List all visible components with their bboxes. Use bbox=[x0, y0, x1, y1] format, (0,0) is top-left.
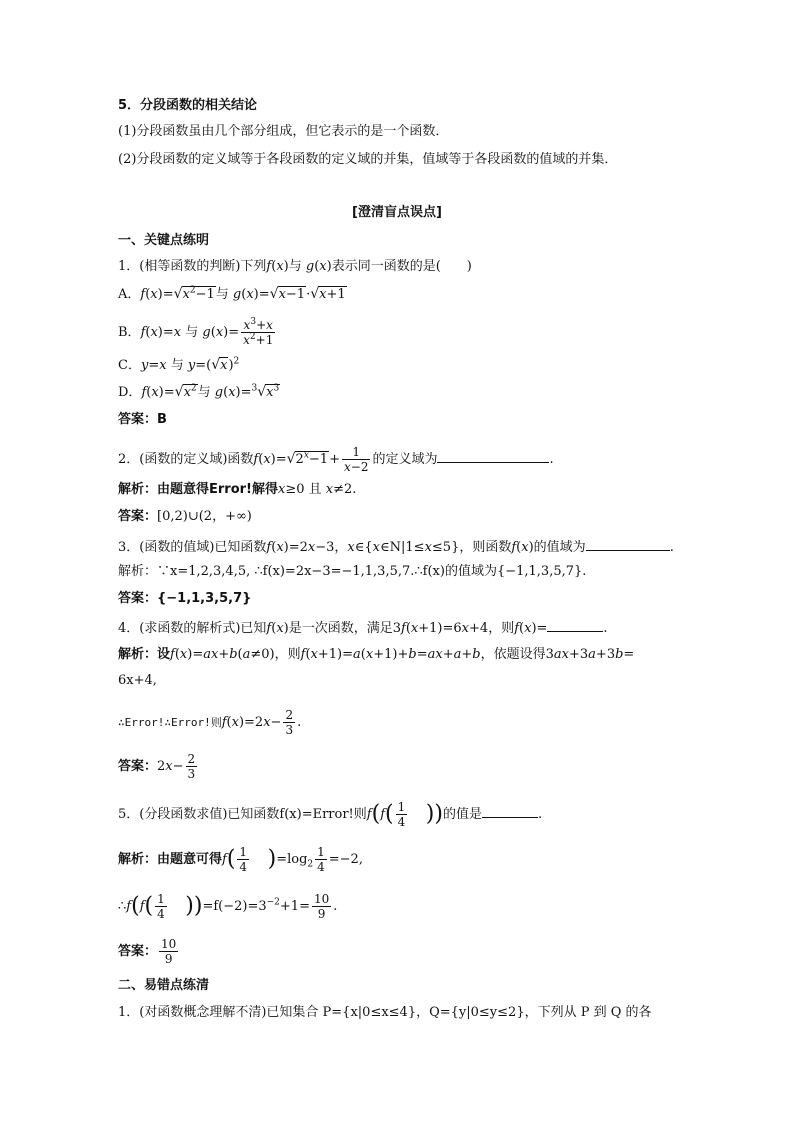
question-stem: 1．(相等函数的判断)下列f(x)与 g(x)表示同一函数的是( ) bbox=[118, 259, 472, 274]
analysis: 解析：由题意可得f( $\frac{1}{4}$ )$=\log_2$ $\frac{1}{4}$ =−2, bbox=[118, 845, 363, 874]
analysis-continued: ∴f(f( $\frac{1}{4}$ ))$=f(-2)=3^{-2}+1=$ $\frac{10}{9}$ . bbox=[118, 892, 338, 921]
analysis-result: ∴Error!∴Error!则f(x)=2x− $\frac{2}{3}$ . bbox=[118, 708, 302, 737]
option-b: B．f(x)=x 与 g(x)= $\frac{x^3+x}{x^2+1}$ bbox=[118, 317, 274, 347]
section-heading: 5．分段函数的相关结论 bbox=[118, 98, 258, 113]
answer: 答案：2x− $\frac{2}{3}$ bbox=[118, 752, 196, 781]
answer: 答案：[0,2)∪(2，+∞) bbox=[118, 509, 252, 524]
answer: 答案：{−1,1,3,5,7} bbox=[118, 591, 252, 606]
analysis: 解析：∵x=1,2,3,4,5, ∴f(x)=2x−3=−1,1,3,5,7.∴f(x)的值域为{−1,1,3,5,7}. bbox=[118, 564, 587, 579]
part-heading: 一、关键点练明 bbox=[118, 233, 210, 248]
option-d: D．$f(x)=√x^2$与 $g(x)=^3√x^3$ bbox=[118, 383, 280, 400]
question-stem: 1．(对函数概念理解不清)已知集合 P={x|0≤x≤4}，Q={y|0≤y≤2}，下列从 P 到 Q 的各 bbox=[118, 1005, 652, 1020]
analysis-continued: 6x+4, bbox=[118, 673, 157, 688]
answer: 答案：B bbox=[118, 412, 167, 427]
part-heading: 二、易错点练清 bbox=[118, 978, 210, 993]
option-a: A．$f(x)=√x^2-1$与 g(x)=√x−1·√x+1 bbox=[118, 285, 346, 302]
analysis: 解析：由题意得Error!解得x≥0 且 x≠2. bbox=[118, 482, 357, 497]
paragraph: (2)分段函数的定义域等于各段函数的定义域的并集，值域等于各段函数的值域的并集． bbox=[118, 152, 618, 167]
analysis: 解析：设f(x)=ax+b(a≠0)，则f(x+1)=a(x+1)+b=ax+a+b，依题设得3ax+3a+3b= bbox=[118, 647, 635, 662]
answer: 答案： $\frac{10}{9}$ bbox=[118, 937, 177, 966]
question-stem: 4．(求函数的解析式)已知f(x)是一次函数，满足3f(x+1)=6x+4，则f(x)= . bbox=[118, 621, 608, 636]
question-stem: 3．(函数的值域)已知函数f(x)=2x−3，x∈{x∈N|1≤x≤5}，则函数f(x)的值域为 . bbox=[118, 540, 674, 555]
question-stem: 5．(分段函数求值)已知函数f(x)=Error!则f(f( $\frac{1}{4}$ ))的值是 . bbox=[118, 800, 543, 829]
question-stem: 2．(函数的定义域)函数$f(x)=√2^x-1+$ $\frac{1}{x-2}$ 的定义域为 . bbox=[118, 445, 554, 474]
paragraph: (1)分段函数虽由几个部分组成，但它表示的是一个函数． bbox=[118, 124, 449, 139]
banner-title: [澄清盲点误点] bbox=[352, 205, 442, 220]
option-c: C．y=x 与 $y=(√x)^2$ bbox=[118, 356, 240, 373]
